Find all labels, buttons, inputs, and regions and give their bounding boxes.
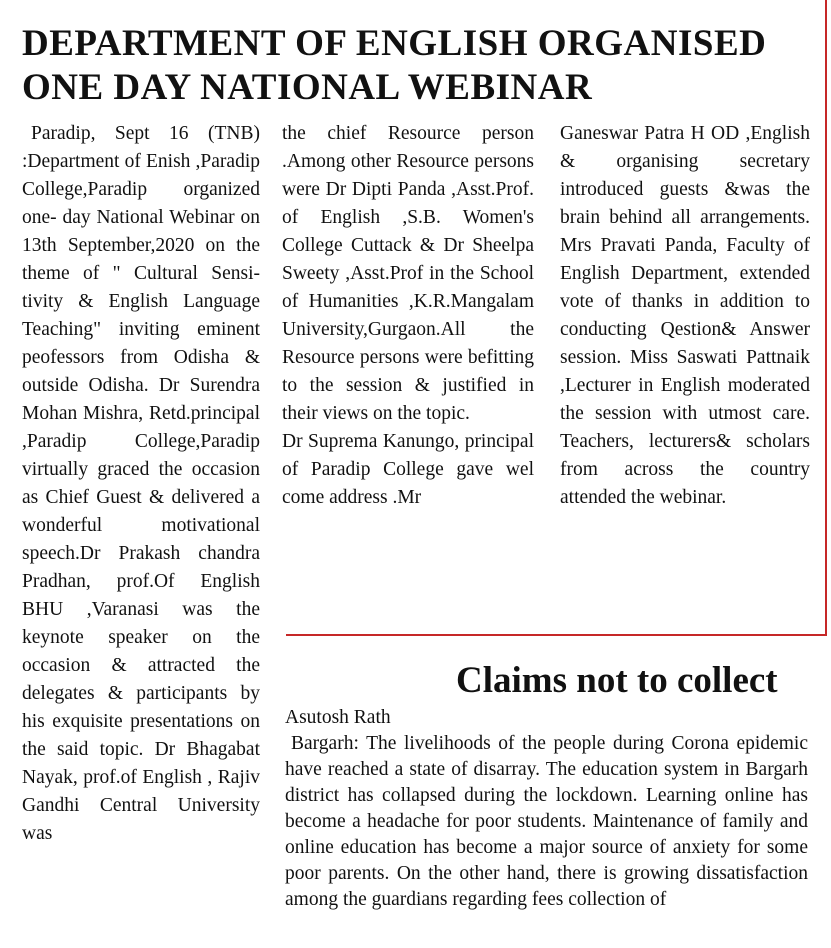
second-article-body [285, 731, 808, 946]
second-article-headline: Claims not to collect [456, 660, 778, 701]
article-column-2 [282, 120, 534, 600]
article-column-1 [22, 120, 260, 946]
section-divider-rule [286, 634, 827, 636]
byline: Asutosh Rath [285, 707, 391, 728]
article-paragraph: Ganeswar Patra H OD ,English & organising secretary introduced guests &was the brain behind all arrangements. Mrs Pravati Panda, Faculty of English Department, extended vote of thanks in addition to conducting Qestion& Answer session. Miss Saswati Pattnaik ,Lecturer in English moderated the session with utmost care. Teachers, lecturers& scholars from across the country attended the webinar. [560, 123, 810, 508]
article-column-3 [560, 120, 810, 600]
article-paragraph: Bargarh: The livelihoods of the people during Corona epidemic have reached a state of disarray. The education system in Bargarh district has collapsed during the lockdown. Learning online has become a headache for poor students. Maintenance of family and online education has become a major source of anxiety for some poor parents. On the other hand, there is growing dissatisfaction among the guardians regarding fees collection of [285, 733, 808, 910]
column-divider-rule [825, 0, 827, 635]
article-headline: DEPARTMENT OF ENGLISH ORGANISED ONE DAY NATIONAL WEBINAR [22, 23, 767, 108]
article-paragraph: Dr Suprema Kanungo, principal of Paradip College gave wel come address .Mr [282, 431, 534, 508]
article-paragraph: the chief Resource person .Among other Resource persons were Dr Dipti Panda ,Asst.Prof. of English ,S.B. Women's College Cuttack & Dr Sheelpa Sweety ,Asst.Prof in the School of Humanities ,K.R.Mangalam University,Gurgaon.All the Resource persons were befitting to the session & justified in their views on the topic. [282, 123, 534, 424]
article-paragraph: Paradip, Sept 16 (TNB) :Department of Enish ,Paradip College,Paradip organized one- day National Webinar on 13th September,2020 on the theme of " Cultural Sensitivity & English Language Teaching" inviting eminent peofessors from Odisha & outside Odisha. Dr Surendra Mohan Mishra, Retd.principal ,Paradip College,Paradip virtually graced the occasion as Chief Guest & delivered a wonderful motivational speech.Dr Prakash chandra Pradhan, prof.Of English BHU ,Varanasi was the keynote speaker on the occasion & attracted the delegates & participants by his exquisite presentations on the said topic. Dr Bhagabat Nayak, prof.of English , Rajiv Gandhi Central University was [22, 123, 260, 844]
